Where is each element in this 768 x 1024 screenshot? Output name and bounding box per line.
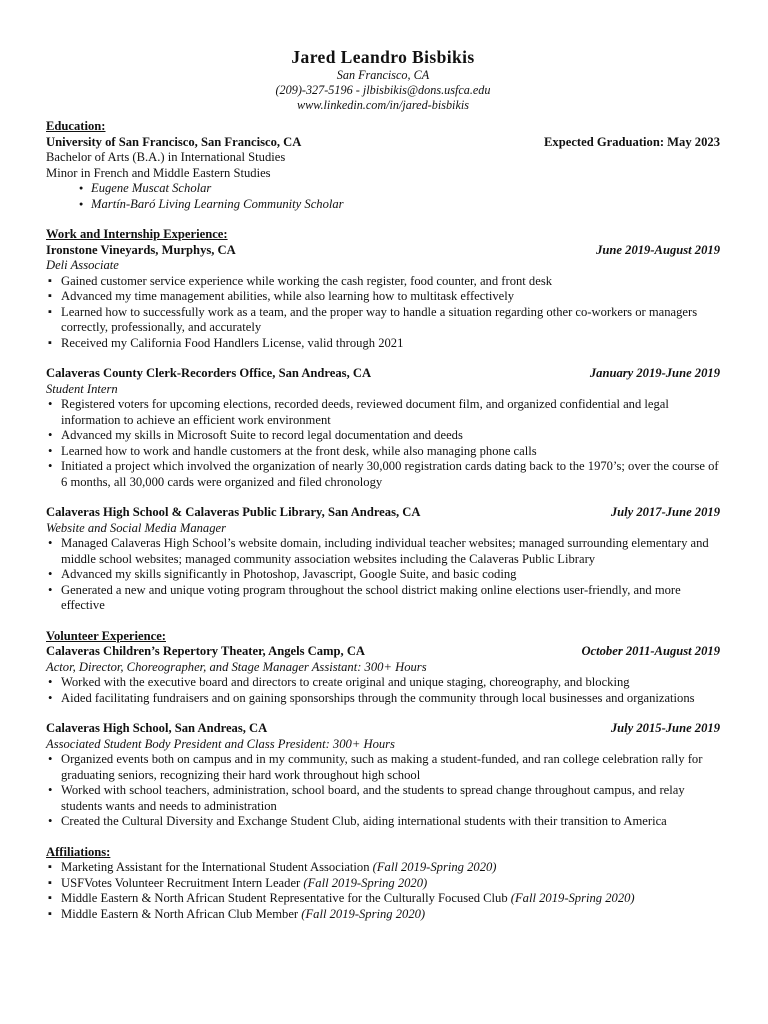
- date-range: July 2015-June 2019: [610, 721, 720, 735]
- bullet-item: ▪ Received my California Food Handlers License, valid through 2021: [46, 336, 720, 352]
- work-heading: Work and Internship Experience:: [46, 227, 228, 241]
- date-range: June 2019-August 2019: [596, 242, 720, 257]
- bullet-list: [46, 274, 720, 352]
- affiliation-term: (Fall 2019-Spring 2020): [372, 860, 497, 874]
- bullet-item: ▪ Learned how to successfully work as a team, and the proper way to handle a situation regarding other co-workers or managers correctly, professionally, and accurately: [46, 305, 720, 336]
- bullet-item: • Worked with the executive board and directors to create original and unique staging, choreography, and blocking: [46, 675, 720, 691]
- org-name: Calaveras High School, San Andreas, CA: [46, 721, 268, 735]
- location: San Francisco, CA: [336, 68, 430, 82]
- degree: Bachelor of Arts (B.A.) in International Studies: [46, 150, 286, 164]
- work-entry: [46, 505, 720, 614]
- work-section: [46, 227, 720, 614]
- affiliation-text: Marketing Assistant for the International Student Association: [61, 860, 370, 874]
- bullet-list: [46, 397, 720, 490]
- honor-item: ● Eugene Muscat Scholar: [46, 181, 720, 197]
- affiliation-text: Middle Eastern & North African Club Member: [61, 906, 299, 921]
- bullet-item: • Advanced my skills significantly in Photoshop, Javascript, Google Suite, and basic coding: [46, 567, 720, 583]
- graduation-date: Expected Graduation: May 2023: [544, 134, 720, 149]
- role-title: Associated Student Body President and Class President: 300+ Hours: [46, 736, 395, 751]
- bullet-list: [46, 752, 720, 830]
- bullet-item: • Organized events both on campus and in my community, such as making a student-funded, and ran college celebration rally for graduating seniors, recognizing their hard work throughout high school: [46, 752, 720, 783]
- volunteer-heading: Volunteer Experience:: [46, 628, 166, 643]
- education-heading: Education:: [46, 119, 106, 133]
- bullet-item: • Learned how to work and handle customers at the front desk, while also managing phone calls: [46, 444, 720, 460]
- affiliation-item: [46, 876, 720, 892]
- affiliations-section: [46, 845, 720, 923]
- bullet-item: • Aided facilitating fundraisers and on gaining sponsorships through the community through local businesses and organizations: [46, 691, 720, 707]
- affiliation-term: (Fall 2019-Spring 2020): [510, 891, 635, 905]
- resume-header: [46, 46, 720, 113]
- bullet-item: • Advanced my skills in Microsoft Suite to record legal documentation and deeds: [46, 428, 720, 444]
- phone-email: (209)-327-5196 - jlbisbikis@dons.usfca.edu: [275, 83, 491, 97]
- school-name: University of San Francisco, San Francisco, CA: [46, 134, 302, 149]
- linkedin-url: www.linkedin.com/in/jared-bisbikis: [297, 98, 469, 112]
- affiliation-item: [46, 860, 720, 876]
- affiliation-item: [46, 907, 720, 923]
- role-title: Website and Social Media Manager: [46, 520, 227, 535]
- role-title: Student Intern: [46, 381, 118, 396]
- date-range: October 2011-August 2019: [581, 644, 720, 658]
- affiliation-text: Middle Eastern & North African Student Representative for the Culturally Focused Club: [61, 891, 508, 905]
- affiliation-term: (Fall 2019-Spring 2020): [303, 875, 428, 890]
- volunteer-entry: [46, 644, 720, 706]
- bullet-list: [46, 536, 720, 614]
- bullet-item: • Generated a new and unique voting program throughout the school district making online elections user-friendly, and more effective: [46, 583, 720, 614]
- bullet-list: [46, 675, 720, 706]
- org-name: Ironstone Vineyards, Murphys, CA: [46, 242, 236, 257]
- candidate-name: Jared Leandro Bisbikis: [291, 47, 475, 67]
- date-range: July 2017-June 2019: [610, 505, 720, 519]
- work-entry: [46, 366, 720, 490]
- affiliations-heading: Affiliations:: [46, 844, 111, 859]
- work-entry: [46, 243, 720, 352]
- date-range: January 2019-June 2019: [589, 366, 720, 380]
- affiliations-list: [46, 860, 720, 922]
- honor-item: ● Martín-Baró Living Learning Community Scholar: [46, 197, 720, 213]
- education-row: [46, 135, 720, 151]
- bullet-item: • Managed Calaveras High School’s website domain, including individual teacher websites; managed surrounding elementary and middle school websites; managed community association websites including the Calaveras Public Library: [46, 536, 720, 567]
- bullet-item: • Registered voters for upcoming elections, recorded deeds, reviewed document film, and organized confidential and legal information to achieve an efficient work environment: [46, 397, 720, 428]
- bullet-item: ▪ Advanced my time management abilities, while also learning how to multitask effectively: [46, 289, 720, 305]
- org-name: Calaveras Children’s Repertory Theater, Angels Camp, CA: [46, 644, 366, 658]
- affiliation-text: USFVotes Volunteer Recruitment Intern Leader: [61, 875, 301, 890]
- volunteer-section: [46, 629, 720, 830]
- bullet-item: • Initiated a project which involved the organization of nearly 30,000 registration cards dating back to the 1970’s; over the course of 6 months, all 30,000 cards were organized and filed chronology: [46, 459, 720, 490]
- minor: Minor in French and Middle Eastern Studies: [46, 165, 271, 180]
- volunteer-entry: [46, 721, 720, 830]
- org-name: Calaveras High School & Calaveras Public Library, San Andreas, CA: [46, 505, 421, 519]
- education-section: [46, 119, 720, 212]
- org-name: Calaveras County Clerk-Recorders Office, San Andreas, CA: [46, 366, 372, 380]
- role-title: Deli Associate: [46, 258, 119, 272]
- bullet-item: • Created the Cultural Diversity and Exchange Student Club, aiding international students with their transition to America: [46, 814, 720, 830]
- affiliation-item: [46, 891, 720, 907]
- role-title: Actor, Director, Choreographer, and Stage Manager Assistant: 300+ Hours: [46, 659, 427, 674]
- affiliation-term: (Fall 2019-Spring 2020): [301, 906, 426, 921]
- bullet-item: ▪ Gained customer service experience while working the cash register, food counter, and front desk: [46, 274, 720, 290]
- honors-list: [46, 181, 720, 212]
- bullet-item: • Worked with school teachers, administration, school board, and the students to spread change throughout campus, and relay students wants and needs to administration: [46, 783, 720, 814]
